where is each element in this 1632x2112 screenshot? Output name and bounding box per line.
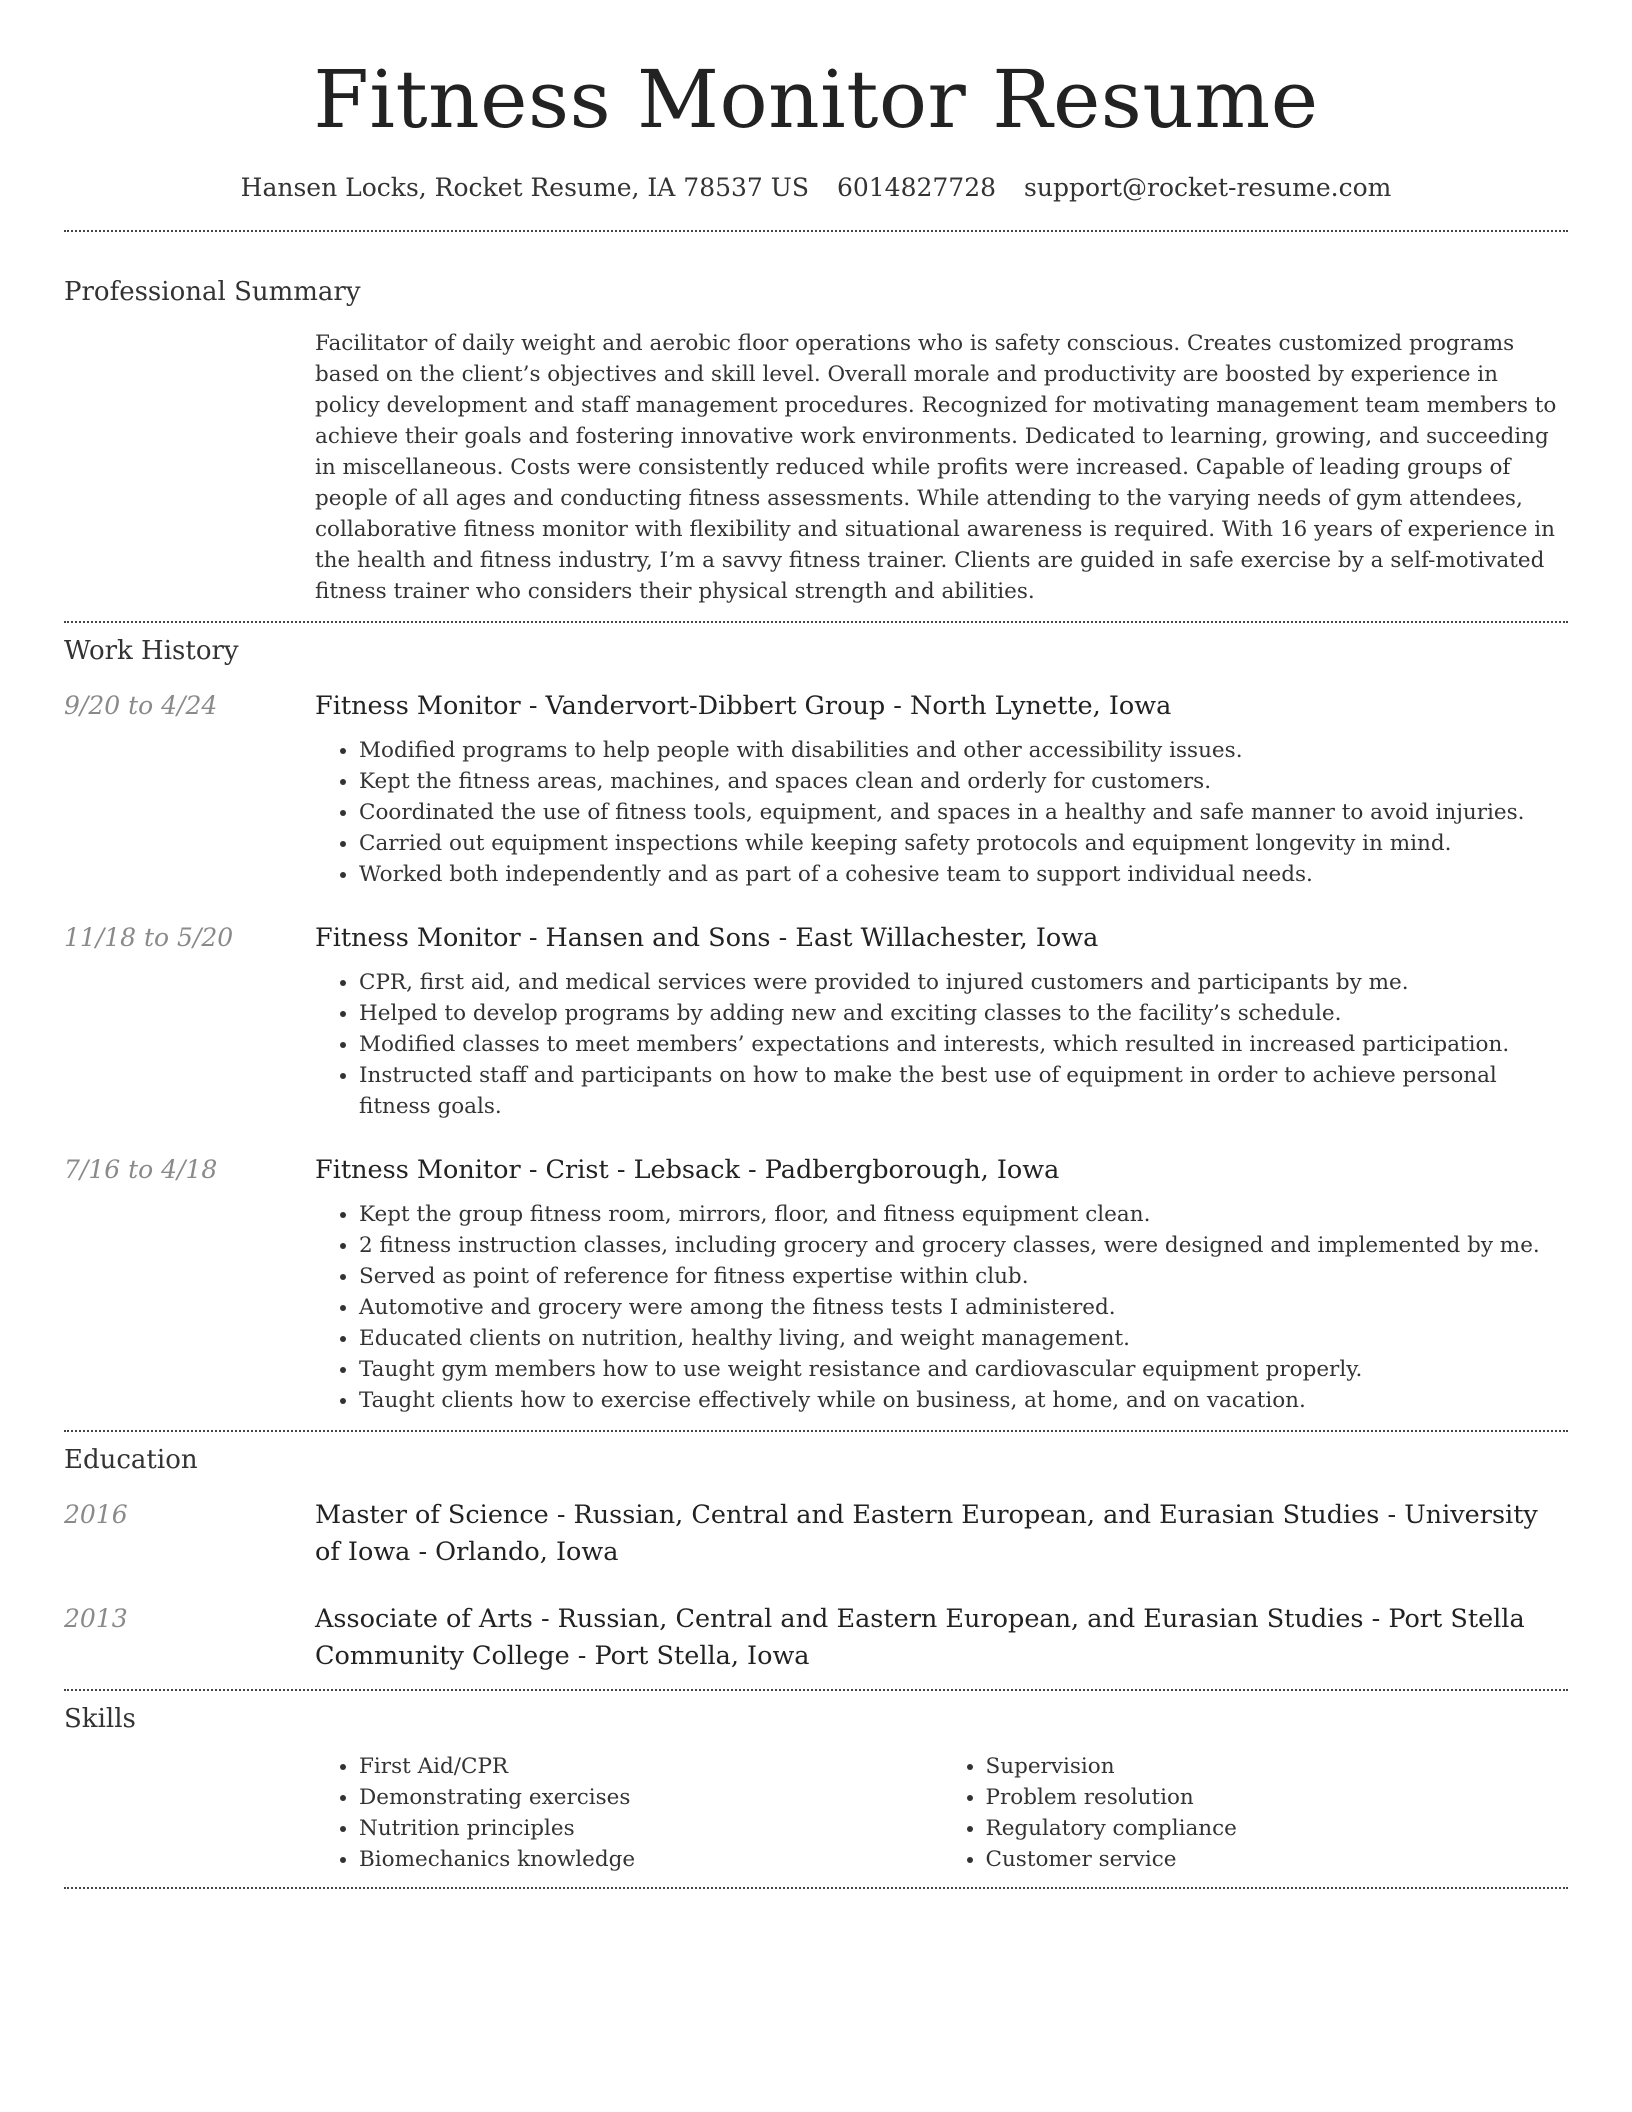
job-entry	[64, 688, 1568, 890]
job-dates: 7/16 to 4/18	[64, 1155, 218, 1184]
skill-item: • Biomechanics knowledge	[359, 1844, 942, 1875]
job-title: Fitness Monitor - Hansen and Sons - East Willachester, Iowa	[315, 923, 1099, 953]
divider	[64, 1430, 1568, 1432]
contact-phone: 6014827728	[836, 173, 997, 202]
resume-page	[64, 0, 1568, 1889]
education-degree: Associate of Arts - Russian, Central and Eastern European, and Eurasian Studies - Port Stella Community College - Port Stella, Iowa	[315, 1604, 1525, 1671]
job-bullets	[315, 1199, 1568, 1416]
list-item: • Kept the fitness areas, machines, and spaces clean and orderly for customers.	[359, 766, 1568, 797]
section-heading: Professional Summary	[64, 277, 361, 307]
education-entry	[64, 1497, 1568, 1571]
education-degree: Master of Science - Russian, Central and Eastern European, and Eurasian Studies - University of Iowa - Orlando, Iowa	[315, 1500, 1538, 1567]
contact-line	[64, 170, 1568, 206]
job-title: Fitness Monitor - Vandervort-Dibbert Group - North Lynette, Iowa	[315, 691, 1172, 721]
list-item: • Taught clients how to exercise effectively while on business, at home, and on vacation.	[359, 1385, 1568, 1416]
skill-item: • Nutrition principles	[359, 1813, 942, 1844]
list-item: • Automotive and grocery were among the fitness tests I administered.	[359, 1292, 1568, 1323]
education-year: 2013	[64, 1604, 128, 1633]
list-item: • Helped to develop programs by adding new and exciting classes to the facility’s schedule.	[359, 998, 1568, 1029]
job-entry	[64, 1152, 1568, 1416]
list-item: • Coordinated the use of fitness tools, equipment, and spaces in a healthy and safe manner to avoid injuries.	[359, 797, 1568, 828]
section-heading: Work History	[64, 636, 239, 666]
list-item: • Carried out equipment inspections while keeping safety protocols and equipment longevity in mind.	[359, 828, 1568, 859]
job-bullets	[315, 735, 1568, 890]
skill-item: • Problem resolution	[986, 1782, 1569, 1813]
list-item: • Modified classes to meet members’ expectations and interests, which resulted in increased participation.	[359, 1029, 1568, 1060]
list-item: • Taught gym members how to use weight resistance and cardiovascular equipment properly.	[359, 1354, 1568, 1385]
summary-text: Facilitator of daily weight and aerobic floor operations who is safety conscious. Creates customized programs based on the client’s objectives and skill level. Overall morale and productivity are boosted by experience in policy development and staff management procedures. Recognized for motivating management team members to achieve their goals and fostering innovative work environments. Dedicated to learning, growing, and succeeding in miscellaneous. Costs were consistently reduced while profits were increased. Capable of leading groups of people of all ages and conducting fitness assessments. While attending to the varying needs of gym attendees, collaborative fitness monitor with flexibility and situational awareness is required. With 16 years of experience in the health and fitness industry, I’m a savvy fitness trainer. Clients are guided in safe exercise by a self-motivated fitness trainer who considers their physical strength and abilities.	[315, 331, 1557, 604]
section-heading: Education	[64, 1445, 198, 1475]
divider	[64, 230, 1568, 232]
job-bullets	[315, 967, 1568, 1122]
job-entry	[64, 920, 1568, 1122]
summary-section	[64, 274, 1568, 607]
list-item: • Worked both independently and as part of a cohesive team to support individual needs.	[359, 859, 1568, 890]
list-item: • Kept the group fitness room, mirrors, floor, and fitness equipment clean.	[359, 1199, 1568, 1230]
skill-item: • Demonstrating exercises	[359, 1782, 942, 1813]
contact-address: Hansen Locks, Rocket Resume, IA 78537 US	[240, 173, 809, 202]
job-dates: 11/18 to 5/20	[64, 923, 234, 952]
skill-item: • First Aid/CPR	[359, 1751, 942, 1782]
section-heading: Skills	[64, 1704, 136, 1734]
list-item: • Modified programs to help people with disabilities and other accessibility issues.	[359, 735, 1568, 766]
skill-item: • Customer service	[986, 1844, 1569, 1875]
education-entry	[64, 1601, 1568, 1675]
education-year: 2016	[64, 1500, 128, 1529]
list-item: • Served as point of reference for fitness expertise within club.	[359, 1261, 1568, 1292]
skills-section	[64, 1701, 1568, 1875]
skills-list-right	[942, 1751, 1569, 1875]
education-section	[64, 1442, 1568, 1675]
divider	[64, 1887, 1568, 1889]
divider	[64, 621, 1568, 623]
divider	[64, 1689, 1568, 1691]
job-title: Fitness Monitor - Crist - Lebsack - Padbergborough, Iowa	[315, 1155, 1060, 1185]
skill-item: • Regulatory compliance	[986, 1813, 1569, 1844]
job-dates: 9/20 to 4/24	[64, 691, 218, 720]
resume-title: Fitness Monitor Resume	[313, 53, 1319, 146]
list-item: • Instructed staff and participants on how to make the best use of equipment in order to achieve personal fitness goals.	[359, 1060, 1568, 1122]
list-item: • 2 fitness instruction classes, including grocery and grocery classes, were designed and implemented by me.	[359, 1230, 1568, 1261]
list-item: • CPR, first aid, and medical services were provided to injured customers and participants by me.	[359, 967, 1568, 998]
contact-email: support@rocket-resume.com	[1024, 173, 1392, 202]
skills-list-left	[315, 1751, 942, 1875]
skill-item: • Supervision	[986, 1751, 1569, 1782]
work-history-section	[64, 633, 1568, 1416]
list-item: • Educated clients on nutrition, healthy living, and weight management.	[359, 1323, 1568, 1354]
